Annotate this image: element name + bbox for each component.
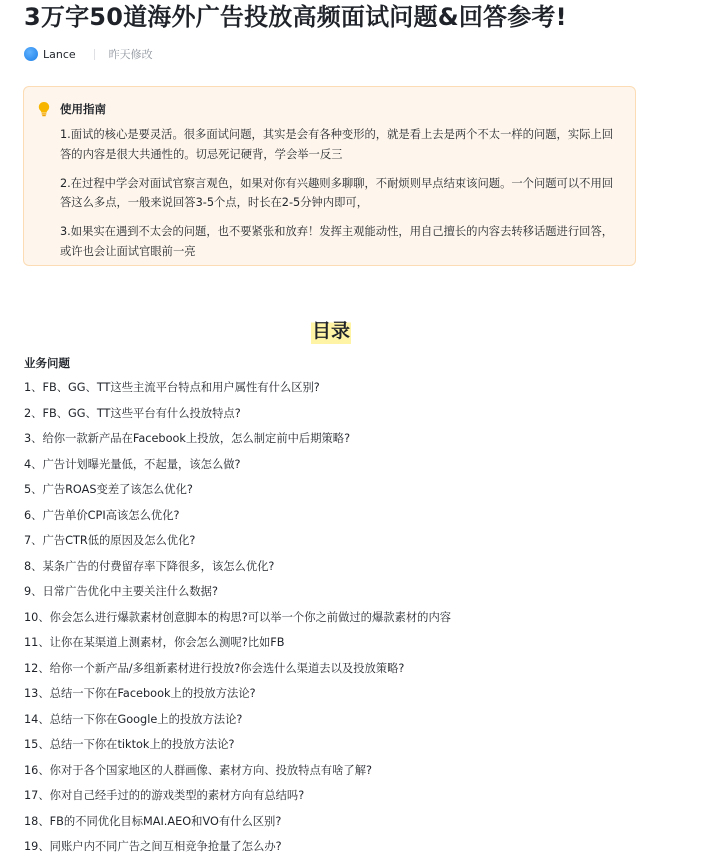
toc-item[interactable]: 4、广告计划曝光量低，不起量，该怎么做? <box>24 457 241 471</box>
toc-item[interactable]: 7、广告CTR低的原因及怎么优化? <box>24 534 196 547</box>
toc-heading: 目录 <box>312 320 351 342</box>
author-name[interactable]: Lance <box>43 47 76 61</box>
modified-time[interactable]: 昨天修改 <box>108 48 153 61</box>
guide-paragraph: 1.面试的核心是要灵活。很多面试问题，其实是会有各种变形的，就是看上去是两个不太一样的问题，实际上回答的内容是很大共通性的。切忌死记硬背，学会举一反三 <box>60 128 614 161</box>
toc-item[interactable]: 1、FB、GG、TT这些主流平台特点和用户属性有什么区别? <box>24 381 320 394</box>
callout-title: 使用指南 <box>60 102 106 116</box>
toc-item[interactable]: 11、让你在某渠道上测素材，你会怎么测呢?比如FB <box>24 636 285 649</box>
author-avatar[interactable] <box>24 47 38 61</box>
lightbulb-icon <box>37 101 51 117</box>
meta-divider <box>94 49 95 60</box>
toc-item[interactable]: 12、给你一个新产品/多组新素材进行投放?你会选什么渠道去以及投放策略? <box>24 661 405 675</box>
guide-paragraph: 3.如果实在遇到不太会的问题，也不要紧张和放弃！发挥主观能动性，用自己擅长的内容去转移话题进行回答，或许也会让面试官眼前一亮 <box>60 225 614 258</box>
page-title: 3万字50道海外广告投放高频面试问题&回答参考! <box>24 3 567 31</box>
toc-item[interactable]: 17、你对自己经手过的的游戏类型的素材方向有总结吗? <box>24 789 305 802</box>
toc-item[interactable]: 6、广告单价CPI高该怎么优化? <box>24 508 180 522</box>
toc-item[interactable]: 15、总结一下你在tiktok上的投放方法论? <box>24 738 235 751</box>
toc-item[interactable]: 18、FB的不同优化目标MAI.AEO和VO有什么区别? <box>24 814 282 828</box>
toc-item[interactable]: 13、总结一下你在Facebook上的投放方法论? <box>24 687 256 700</box>
usage-guide-callout <box>23 86 636 266</box>
toc-item[interactable]: 5、广告ROAS变差了该怎么优化? <box>24 483 193 496</box>
toc-item[interactable]: 10、你会怎么进行爆款素材创意脚本的构思?可以举一个你之前做过的爆款素材的内容 <box>24 610 452 624</box>
toc-item[interactable]: 14、总结一下你在Google上的投放方法论? <box>24 712 243 726</box>
toc-item[interactable]: 3、给你一款新产品在Facebook上投放，怎么制定前中后期策略? <box>24 432 351 445</box>
toc-item[interactable]: 16、你对于各个国家地区的人群画像、素材方向、投放特点有啥了解? <box>24 763 372 777</box>
section-label: 业务问题 <box>24 356 70 370</box>
toc-item[interactable]: 19、同账户内不同广告之间互相竞争抢量了怎么办? <box>24 840 282 853</box>
toc-list <box>24 375 451 860</box>
toc-item[interactable]: 8、某条广告的付费留存率下降很多，该怎么优化? <box>24 559 275 573</box>
toc-item[interactable]: 2、FB、GG、TT这些平台有什么投放特点? <box>24 406 241 420</box>
callout-body <box>60 125 622 271</box>
toc-item[interactable]: 9、日常广告优化中主要关注什么数据? <box>24 585 218 598</box>
doc-meta <box>24 45 153 63</box>
guide-paragraph: 2.在过程中学会对面试官察言观色，如果对你有兴趣则多聊聊，不耐烦则早点结束该问题。一个问题可以不用回答这么多点，一般来说回答3-5个点，时长在2-5分钟内即可， <box>60 176 614 209</box>
